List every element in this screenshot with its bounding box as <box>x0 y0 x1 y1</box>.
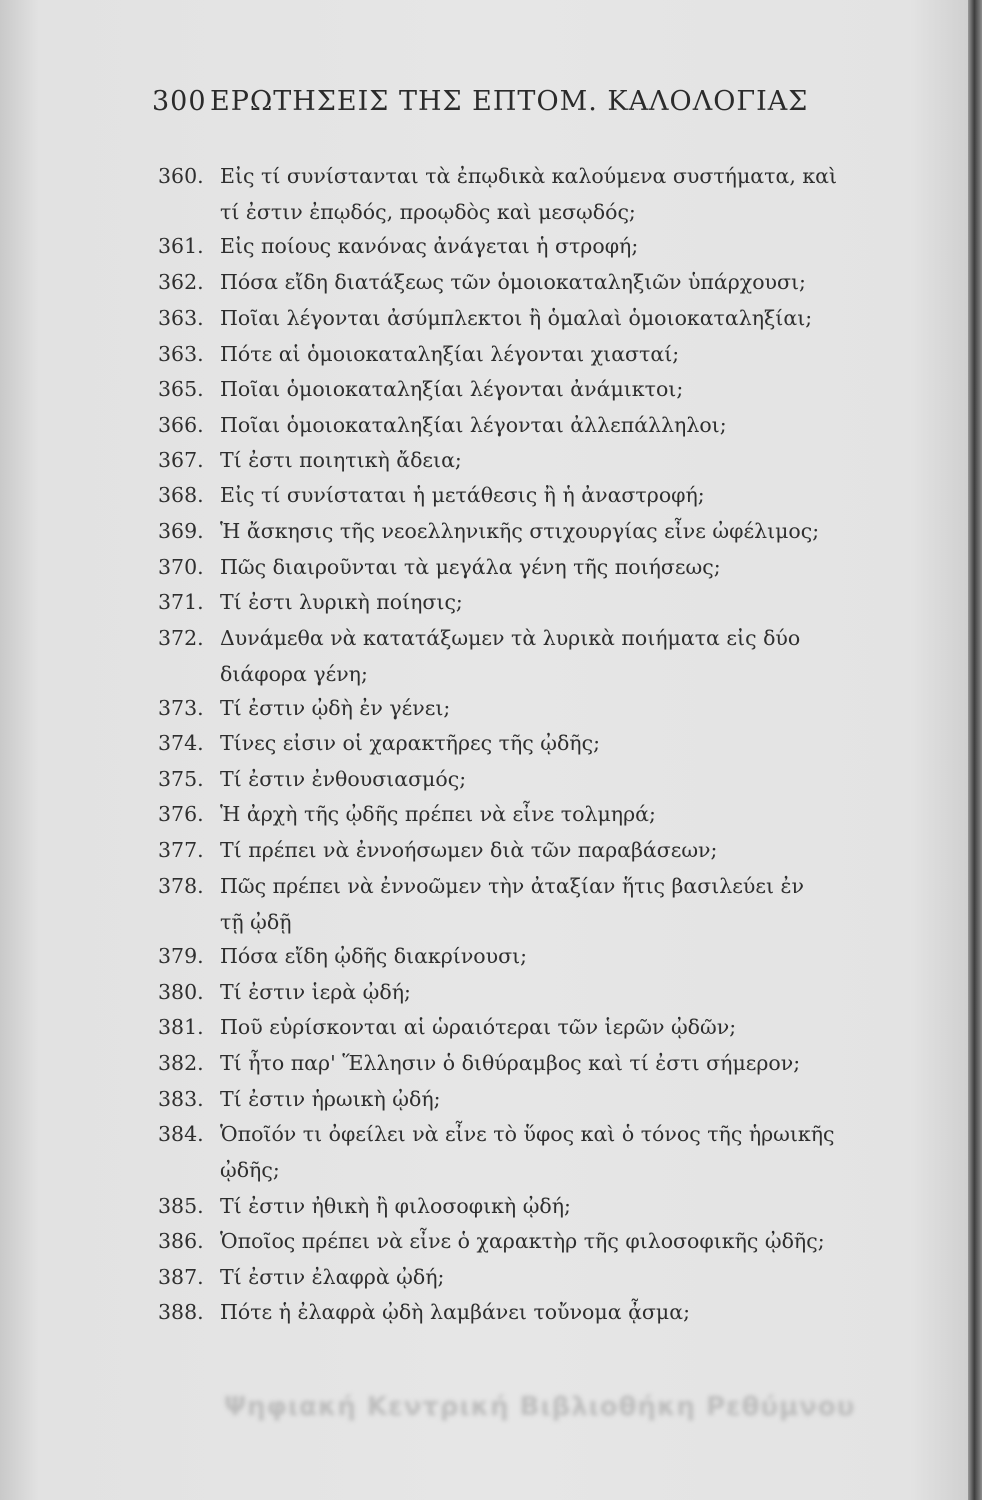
question-number: 360. <box>158 164 204 188</box>
question-number: 370. <box>158 555 204 579</box>
question-item <box>158 1294 948 1330</box>
question-number: 361. <box>158 234 204 258</box>
question-text: Τί ἐστιν ἐλαφρὰ ᾠδή; <box>220 1265 445 1289</box>
question-item <box>158 1045 948 1081</box>
question-item <box>158 1188 948 1224</box>
question-text: Ποῦ εὑρίσκονται αἱ ὡραιότεραι τῶν ἱερῶν ᾠδῶν; <box>220 1015 737 1039</box>
question-number: 377. <box>158 838 204 862</box>
question-number: 386. <box>158 1229 204 1253</box>
question-text-continuation: ᾠδῆς; <box>220 1158 280 1182</box>
question-number: 379. <box>158 944 204 968</box>
question-text: Πῶς πρέπει νὰ ἐννοῶμεν τὴν ἀταξίαν ἥτις βασιλεύει ἐν <box>220 874 804 898</box>
question-number: 376. <box>158 802 204 826</box>
question-text: Τί ἐστι λυρικὴ ποίησις; <box>220 590 463 614</box>
question-item <box>158 549 948 585</box>
question-number: 387. <box>158 1265 204 1289</box>
question-item <box>158 690 948 726</box>
question-item <box>158 371 948 407</box>
question-text-continuation: διάφορα γένη; <box>220 662 368 686</box>
question-number: 363. <box>158 306 204 330</box>
page-number: 300 <box>152 86 207 117</box>
question-item <box>158 832 948 868</box>
question-number: 362. <box>158 270 204 294</box>
question-number: 371. <box>158 590 204 614</box>
question-number: 365. <box>158 377 204 401</box>
question-text: Τί ἐστιν ἡρωικὴ ᾠδή; <box>220 1087 441 1111</box>
question-item <box>158 1116 948 1188</box>
question-number: 372. <box>158 626 204 650</box>
question-text: Τί ἐστιν ᾠδὴ ἐν γένει; <box>220 696 451 720</box>
question-text: Τί ἐστιν ἐνθουσιασμός; <box>220 767 467 791</box>
question-number: 367. <box>158 448 204 472</box>
question-item <box>158 725 948 761</box>
question-item <box>158 796 948 832</box>
question-text: Πόσα εἴδη διατάξεως τῶν ὁμοιοκαταληξιῶν ὑπάρχουσι; <box>220 270 806 294</box>
question-text: Ὁποῖος πρέπει νὰ εἶνε ὁ χαρακτὴρ τῆς φιλοσοφικῆς ᾠδῆς; <box>220 1229 825 1253</box>
question-item <box>158 513 948 549</box>
question-text: Πῶς διαιροῦνται τὰ μεγάλα γένη τῆς ποιήσεως; <box>220 555 721 579</box>
question-text: Τί ἐστιν ἱερὰ ᾠδή; <box>220 980 411 1004</box>
question-item <box>158 158 948 230</box>
question-text: Τί ἐστιν ἠθικὴ ἢ φιλοσοφικὴ ᾠδή; <box>220 1194 571 1218</box>
header-title: ΕΡΩΤΗΣΕΙΣ ΤΗΣ ΕΠΤΟΜ. ΚΑΛΟΛΟΓΙΑΣ <box>210 86 809 117</box>
question-text: Τίνες εἰσιν οἱ χαρακτῆρες τῆς ᾠδῆς; <box>220 731 600 755</box>
question-text: Πόσα εἴδη ᾠδῆς διακρίνουσι; <box>220 944 528 968</box>
question-text: Ἡ ἀρχὴ τῆς ᾠδῆς πρέπει νὰ εἶνε τολμηρά; <box>220 802 656 826</box>
question-item <box>158 264 948 300</box>
question-item <box>158 228 948 264</box>
question-item <box>158 1009 948 1045</box>
page-edge <box>968 0 982 1500</box>
question-text: Ποῖαι λέγονται ἀσύμπλεκτοι ἢ ὁμαλαὶ ὁμοιοκαταληξίαι; <box>220 306 813 330</box>
question-text: Ποῖαι ὁμοιοκαταληξίαι λέγονται ἀλλεπάλληλοι; <box>220 413 727 437</box>
question-text: Τί ἦτο παρ' Ἕλλησιν ὁ διθύραμβος καὶ τί ἐστι σήμερον; <box>220 1051 801 1075</box>
question-text: Δυνάμεθα νὰ κατατάξωμεν τὰ λυρικὰ ποιήματα εἰς δύο <box>220 626 801 650</box>
question-item <box>158 761 948 797</box>
question-number: 382. <box>158 1051 204 1075</box>
question-number: 368. <box>158 483 204 507</box>
question-item <box>158 336 948 372</box>
question-number: 383. <box>158 1087 204 1111</box>
question-item <box>158 974 948 1010</box>
question-item <box>158 1081 948 1117</box>
question-item <box>158 868 948 940</box>
question-text: Ἡ ἄσκησις τῆς νεοελληνικῆς στιχουργίας εἶνε ὠφέλιμος; <box>220 519 820 543</box>
question-text: Ποῖαι ὁμοιοκαταληξίαι λέγονται ἀνάμικτοι; <box>220 377 684 401</box>
question-item <box>158 300 948 336</box>
question-text: Ὁποῖόν τι ὀφείλει νὰ εἶνε τὸ ὕφος καὶ ὁ τόνος τῆς ἡρωικῆς <box>220 1122 835 1146</box>
question-number: 373. <box>158 696 204 720</box>
question-item <box>158 584 948 620</box>
question-number: 384. <box>158 1122 204 1146</box>
question-number: 363. <box>158 342 204 366</box>
question-text: Πότε ἡ ἐλαφρὰ ᾠδὴ λαμβάνει τοὔνομα ᾆσμα; <box>220 1300 690 1324</box>
question-item <box>158 938 948 974</box>
question-number: 375. <box>158 767 204 791</box>
question-item <box>158 1259 948 1295</box>
question-number: 369. <box>158 519 204 543</box>
question-item <box>158 407 948 443</box>
question-number: 378. <box>158 874 204 898</box>
question-text: Εἰς τί συνίστανται τὰ ἐπῳδικὰ καλούμενα συστήματα, καὶ <box>220 164 838 188</box>
question-number: 385. <box>158 1194 204 1218</box>
question-number: 374. <box>158 731 204 755</box>
question-text-continuation: τῇ ᾠδῇ <box>220 910 292 934</box>
library-watermark: Ψηφιακή Κεντρική Βιβλιοθήκη Ρεθύμνου <box>224 1392 856 1422</box>
question-number: 388. <box>158 1300 204 1324</box>
question-number: 366. <box>158 413 204 437</box>
question-text: Πότε αἱ ὁμοιοκαταληξίαι λέγονται χιασταί; <box>220 342 680 366</box>
question-text: Εἰς ποίους κανόνας ἀνάγεται ἡ στροφή; <box>220 234 639 258</box>
question-number: 380. <box>158 980 204 1004</box>
question-text: Εἰς τί συνίσταται ἡ μετάθεσις ἢ ἡ ἀναστροφή; <box>220 483 705 507</box>
question-text: Τί ἐστι ποιητικὴ ἄδεια; <box>220 448 462 472</box>
question-item <box>158 442 948 478</box>
question-item <box>158 620 948 692</box>
question-item <box>158 1223 948 1259</box>
question-text: Τί πρέπει νὰ ἐννοήσωμεν διὰ τῶν παραβάσεων; <box>220 838 718 862</box>
question-text-continuation: τί ἐστιν ἐπῳδός, προῳδὸς καὶ μεσῳδός; <box>220 200 636 224</box>
question-item <box>158 477 948 513</box>
question-number: 381. <box>158 1015 204 1039</box>
